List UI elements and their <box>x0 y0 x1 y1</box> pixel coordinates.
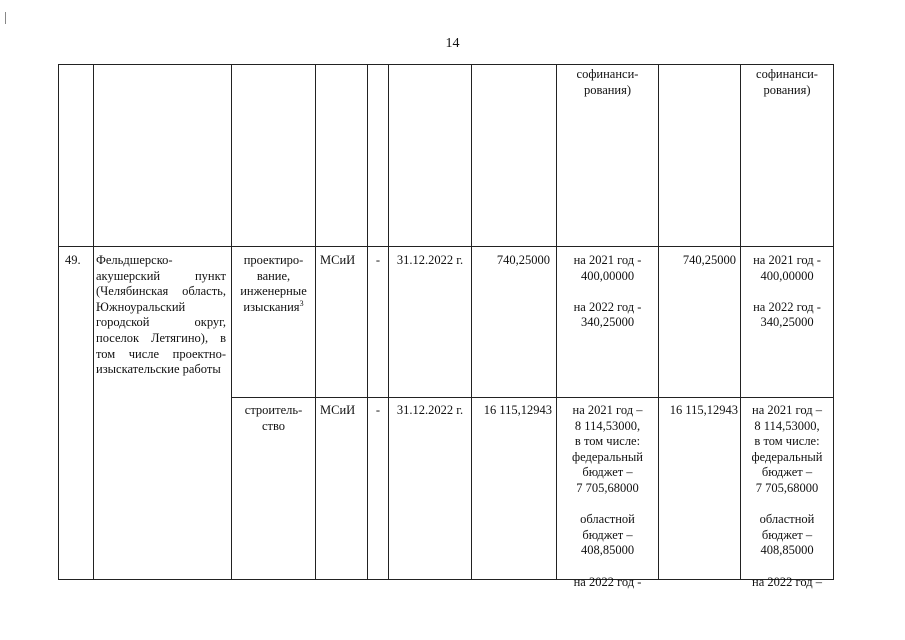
table-column-divider <box>231 64 232 580</box>
cost-breakdown: на 2021 год – 8 114,53000, в том числе: федеральный бюджет – 7 705,68000 областной бюджет – 408,85000 на 2022 год - <box>571 403 643 589</box>
table-column-divider <box>367 64 368 580</box>
customer: МСиИ <box>320 403 356 417</box>
work-type-text: проектиро- вание, инженерные изыскания <box>240 253 307 314</box>
table-border-bottom <box>58 579 834 580</box>
financing-note: софинанси- рования) <box>756 67 818 97</box>
customer: МСиИ <box>320 253 356 267</box>
table-border-top <box>58 64 834 65</box>
cost-breakdown: на 2021 год - 400,00000 на 2022 год - 340,25000 <box>573 253 642 330</box>
table-column-divider <box>658 64 659 580</box>
cost-breakdown: на 2021 год - 400,00000 на 2022 год - 340,25000 <box>753 253 821 330</box>
dash: - <box>375 253 381 267</box>
cost: 16 115,12943 <box>669 403 738 417</box>
work-type <box>232 253 315 315</box>
page-number: 14 <box>445 36 460 51</box>
footnote-marker: 3 <box>299 298 304 308</box>
table-border-right <box>833 64 834 580</box>
row-number: 49. <box>65 253 81 267</box>
table-column-divider <box>388 64 389 580</box>
table-column-divider <box>471 64 472 580</box>
scan-edge-mark <box>5 12 6 24</box>
table-row-divider <box>58 246 834 247</box>
cost: 740,25000 <box>682 253 736 267</box>
table-border-left <box>58 64 59 580</box>
work-type: строитель- ство <box>244 403 303 433</box>
financing-note: софинанси- рования) <box>576 67 639 97</box>
deadline: 31.12.2022 г. <box>396 403 464 417</box>
cost: 16 115,12943 <box>483 403 552 417</box>
table-column-divider <box>93 64 94 580</box>
table-column-divider <box>315 64 316 580</box>
dash: - <box>375 403 381 417</box>
object-name: Фельдшерско-акушерский пункт (Челябинская область, Южноуральский городской округ, поселок Летягино), в том числе проектно-изыскательские работы <box>96 253 226 377</box>
cost-breakdown: на 2021 год – 8 114,53000, в том числе: федеральный бюджет – 7 705,68000 областной бюджет – 408,85000 на 2022 год – <box>751 403 823 589</box>
cost: 740,25000 <box>496 253 550 267</box>
table-row-divider <box>231 397 834 398</box>
deadline: 31.12.2022 г. <box>396 253 464 267</box>
